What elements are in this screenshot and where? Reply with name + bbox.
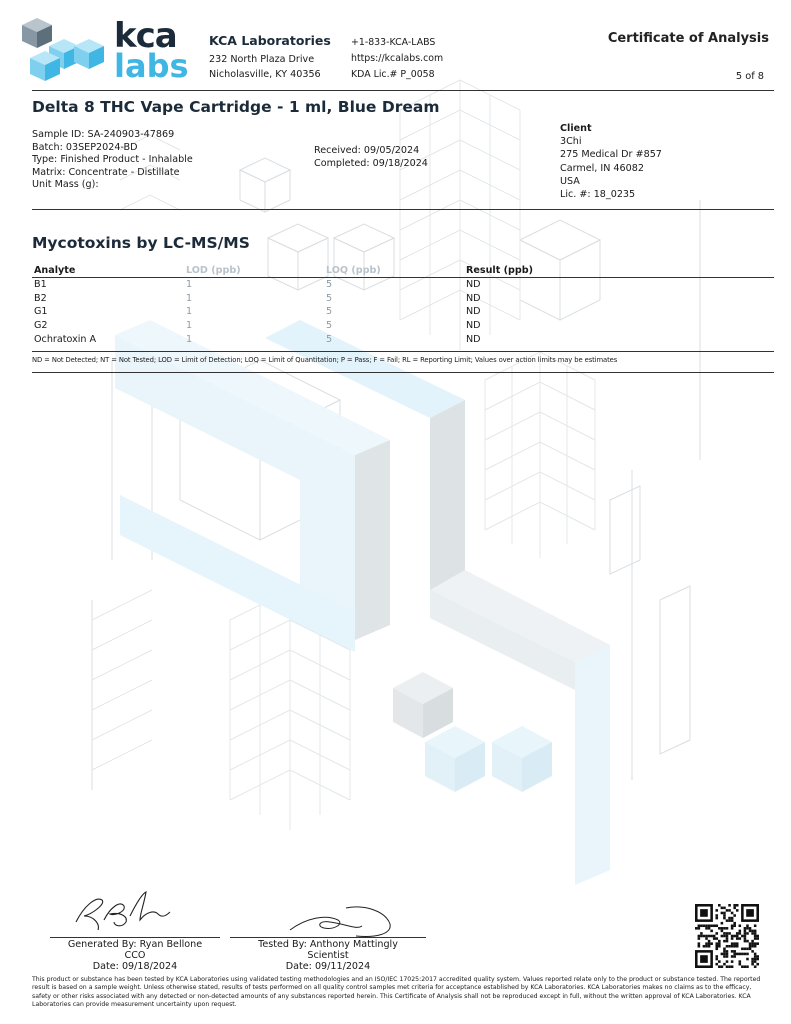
loq-cell: 5 bbox=[326, 279, 333, 291]
column-header-analyte: Analyte bbox=[32, 264, 184, 278]
client-name: 3Chi bbox=[560, 136, 582, 148]
logo-word-labs: labs bbox=[114, 47, 189, 85]
analyte-cell: B1 bbox=[34, 279, 47, 291]
sample-type: Type: Finished Product - Inhalable bbox=[32, 154, 193, 165]
result-cell: ND bbox=[466, 279, 481, 291]
phone: +1-833-KCA-LABS bbox=[351, 37, 436, 48]
tested-by-block bbox=[228, 939, 428, 972]
analyte-cell: G2 bbox=[34, 320, 48, 332]
tested-by-name: Tested By: Anthony Mattingly bbox=[258, 939, 398, 950]
tested-by-date: Date: 09/11/2024 bbox=[285, 961, 371, 972]
analyte-cell: G1 bbox=[34, 306, 48, 318]
company-address bbox=[209, 52, 321, 82]
generated-by-role: CCO bbox=[124, 950, 146, 961]
website-link[interactable]: https://kcalabs.com bbox=[351, 53, 444, 64]
result-cell: ND bbox=[466, 320, 481, 332]
received-date: Received: 09/05/2024 bbox=[314, 145, 420, 156]
table-row bbox=[32, 278, 774, 292]
lod-cell: 1 bbox=[186, 333, 193, 345]
analyte-cell: Ochratoxin A bbox=[34, 333, 97, 345]
generated-by-name: Generated By: Ryan Bellone bbox=[67, 939, 203, 950]
column-header-loq: LOQ (ppb) bbox=[324, 264, 464, 278]
unit-mass: Unit Mass (g): bbox=[32, 179, 99, 190]
client-license: Lic. #: 18_0235 bbox=[560, 189, 636, 201]
analyte-cell: B2 bbox=[34, 292, 47, 304]
tested-by-role: Scientist bbox=[307, 950, 349, 961]
signature-ryan-bellone bbox=[70, 886, 180, 934]
license-number: KDA Lic.# P_0058 bbox=[351, 69, 435, 80]
section-title: Mycotoxins by LC-MS/MS bbox=[32, 234, 250, 252]
completed-date: Completed: 09/18/2024 bbox=[314, 157, 428, 169]
generated-by-block bbox=[42, 939, 228, 972]
result-cell: ND bbox=[466, 292, 481, 304]
qr-code-icon[interactable] bbox=[695, 904, 759, 968]
signature-line-tested bbox=[230, 937, 426, 938]
address-line-1: 232 North Plaza Drive bbox=[209, 54, 315, 65]
sample-id: Sample ID: SA-240903-47869 bbox=[32, 129, 175, 140]
generated-by-date: Date: 09/18/2024 bbox=[92, 961, 178, 972]
lod-cell: 1 bbox=[186, 279, 193, 291]
lod-cell: 1 bbox=[186, 306, 193, 318]
loq-cell: 5 bbox=[326, 306, 333, 318]
client-city: Carmel, IN 46082 bbox=[560, 162, 644, 174]
table-header-row bbox=[32, 264, 774, 278]
dates bbox=[314, 145, 428, 170]
lod-cell: 1 bbox=[186, 292, 193, 304]
logo-word-kca: kca bbox=[114, 16, 177, 56]
legal-disclaimer: This product or substance has been tested by KCA Laboratories using validated testing methodologies and an ISO/IEC 17025:2017 accredited quality system. Values reported relate only to the product or substance tested. The reported result is based on a sample weight. Unless otherwise stated, results of tests performed on all quality control samples met criteria for acceptance established by KCA Laboratories. KCA Laboratories makes no claims as to the efficacy, safety or other risks associated with any detected or non-detected amounts of any substances reported herein. This Certificate of Analysis shall not be reproduced except in full, without the written approval of KCA Laboratories. KCA Laboratories can provide measurement uncertainty upon request. bbox=[32, 976, 761, 1009]
legend-divider bbox=[32, 372, 774, 373]
company-contact bbox=[351, 35, 443, 83]
lod-cell: 1 bbox=[186, 320, 193, 332]
loq-cell: 5 bbox=[326, 292, 333, 304]
client-country: USA bbox=[560, 175, 580, 187]
signature-anthony-mattingly bbox=[286, 900, 396, 940]
sample-info bbox=[32, 129, 193, 192]
loq-cell: 5 bbox=[326, 333, 333, 345]
results-table bbox=[32, 264, 774, 346]
page-number: 5 of 8 bbox=[735, 71, 764, 82]
table-row bbox=[32, 292, 774, 306]
result-cell: ND bbox=[466, 306, 481, 318]
company-name: KCA Laboratories bbox=[209, 33, 331, 48]
document-title: Certificate of Analysis bbox=[607, 31, 769, 46]
matrix: Matrix: Concentrate - Distillate bbox=[32, 166, 180, 178]
table-bottom-rule bbox=[32, 351, 774, 352]
table-row bbox=[32, 319, 774, 333]
abbreviation-legend: ND = Not Detected; NT = Not Tested; LOD = Limit of Detection; LOQ = Limit of Quantitation; P = Pass; F = Fail; RL = Reporting Limit; Values over action limits may be estimates bbox=[32, 356, 618, 364]
signature-line-generated bbox=[50, 937, 220, 938]
table-row bbox=[32, 305, 774, 319]
column-header-result: Result (ppb) bbox=[464, 264, 774, 278]
result-cell: ND bbox=[466, 333, 481, 345]
cube-logo-icon bbox=[22, 18, 104, 82]
client-info bbox=[560, 122, 662, 201]
info-divider bbox=[32, 209, 774, 210]
client-heading: Client bbox=[560, 123, 592, 134]
loq-cell: 5 bbox=[326, 320, 333, 332]
batch: Batch: 03SEP2024-BD bbox=[32, 141, 138, 153]
client-street: 275 Medical Dr #857 bbox=[560, 149, 662, 161]
header-divider bbox=[32, 90, 774, 91]
address-line-2: Nicholasville, KY 40356 bbox=[209, 69, 321, 80]
product-title: Delta 8 THC Vape Cartridge - 1 ml, Blue Dream bbox=[32, 98, 440, 116]
kca-labs-logo bbox=[22, 16, 189, 86]
table-row bbox=[32, 332, 774, 346]
column-header-lod: LOD (ppb) bbox=[184, 264, 324, 278]
